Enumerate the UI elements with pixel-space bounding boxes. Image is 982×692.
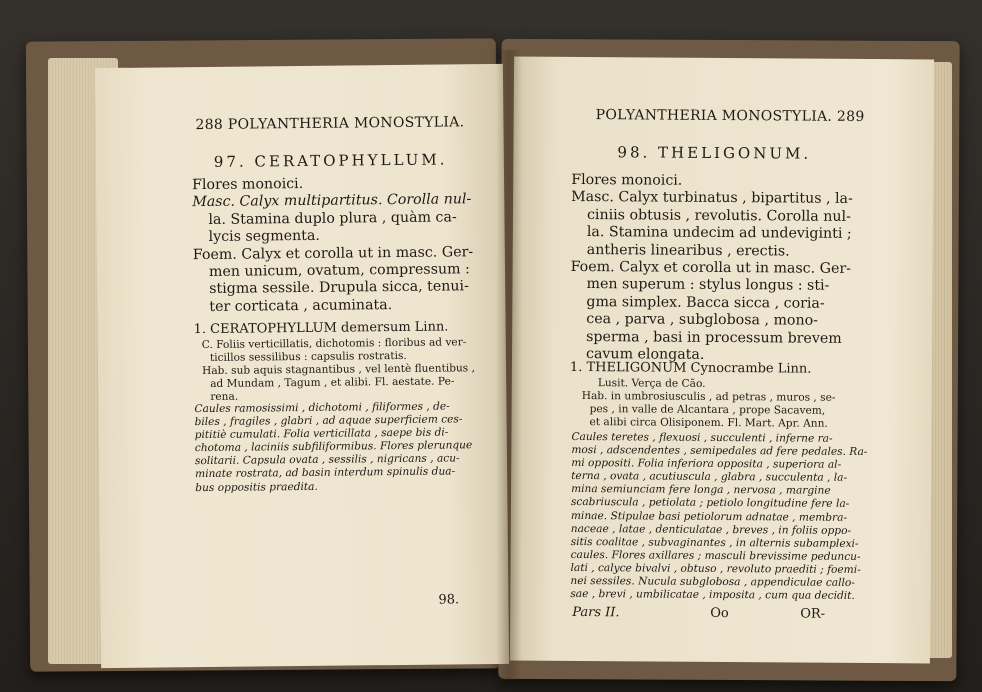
- description-line: Flores monoici.: [192, 175, 304, 194]
- description-line: lycis segmenta.: [208, 228, 320, 246]
- description-line: ciniis obtusis , revolutis. Corolla nul-: [586, 206, 851, 225]
- note-line: mosi , adscendentes , semipedales ad fere pedales. Ra-: [571, 444, 868, 459]
- description-line: Masc. Calyx turbinatus , bipartitus , la-: [571, 189, 853, 208]
- note-line: bus oppositis praedita.: [195, 480, 318, 494]
- note-line: biles , fragiles , glabri , ad aquae superficiem ces-: [194, 413, 463, 429]
- right-species-title: 1. THELIGONUM Cynocrambe Linn.: [569, 359, 812, 377]
- right-genus-heading: 98. THELIGONUM.: [617, 143, 812, 163]
- right-footer-signature: Oo: [710, 605, 729, 622]
- left-page: [95, 64, 509, 668]
- species-line: pes , in valle de Alcantara , prope Sacavem,: [589, 403, 826, 417]
- description-line: Masc. Calyx multipartitus. Corolla nul-: [192, 191, 472, 211]
- left-species-diagnosis: [202, 336, 476, 404]
- right-footer-part: Pars II.: [572, 604, 620, 621]
- left-signature-mark: 98.: [438, 592, 460, 608]
- left-running-head: 288 POLYANTHERIA MONOSTYLIA.: [195, 114, 465, 134]
- note-line: sitis coalitae , subvaginantes , in alternis subamplexi-: [570, 535, 859, 550]
- note-line: minate rostrata, ad basin interdum spinulis dua-: [195, 465, 456, 481]
- description-line: sperma , basi in processum brevem: [586, 328, 842, 347]
- note-line: mi oppositi. Folia inferiora opposita , superiora al-: [571, 457, 842, 472]
- description-line: gma simplex. Bacca sicca , coria-: [586, 293, 825, 312]
- note-line: scabriuscula , petiolata ; petiolo longitudine fere la-: [570, 496, 850, 511]
- species-line: C. Foliis verticillatis, dichotomis : floribus ad ver-: [201, 336, 467, 352]
- description-line: men unicum, ovatum, compressum :: [208, 261, 470, 280]
- right-description: [570, 172, 853, 365]
- note-line: lati , calyce bivalvi , obtuso , revoluto praediti ; foemi-: [570, 561, 861, 576]
- note-line: nei sessiles. Nucula subglobosa , appendiculae callo-: [570, 574, 855, 589]
- description-line: Foem. Calyx et corolla ut in masc. Ger-: [570, 258, 852, 277]
- description-line: cea , parva , subglobosa , mono-: [586, 311, 819, 329]
- description-line: Flores monoici.: [571, 171, 683, 189]
- note-line: sae , brevi , umbilicatae , imposita , cum qua decidit.: [570, 588, 855, 603]
- species-line: rena.: [210, 391, 239, 404]
- left-species-notes: [194, 400, 472, 495]
- description-line: stigma sessile. Drupula sicca, tenui-: [209, 278, 469, 298]
- note-line: caules. Flores axillares ; masculi brevissime peduncu-: [570, 548, 861, 563]
- note-line: mina semiunciam fere longa , nervosa , margine: [571, 483, 831, 498]
- description-line: la. Stamina undecim ad undeviginti ;: [586, 224, 852, 243]
- species-line: Lusit. Verça de Cão.: [597, 377, 706, 390]
- note-line: Caules teretes , flexuosi , succulenti , inferne ra-: [571, 430, 833, 445]
- description-line: ter corticata , acuminata.: [209, 296, 393, 315]
- left-description: [192, 174, 474, 316]
- book-gutter: [496, 50, 522, 680]
- description-line: men superum : stylus longus : sti-: [586, 276, 830, 295]
- description-line: la. Stamina duplo plura , quàm ca-: [208, 209, 457, 228]
- description-line: cavum elongata.: [585, 346, 705, 363]
- description-line: Foem. Calyx et corolla ut in masc. Ger-: [192, 243, 474, 263]
- right-running-head: POLYANTHERIA MONOSTYLIA. 289: [595, 107, 865, 125]
- right-footer-catchword: OR-: [800, 606, 826, 622]
- left-genus-heading: 97. CERATOPHYLLUM.: [213, 150, 448, 171]
- right-species-diagnosis: [582, 377, 836, 431]
- right-page: [510, 57, 934, 664]
- species-line: et alibi circa Olisiponem. Fl. Mart. Apr. Ann.: [589, 416, 828, 431]
- right-species-notes: [570, 431, 867, 603]
- left-species-title: 1. CERATOPHYLLUM demersum Linn.: [193, 319, 449, 338]
- note-line: minae. Stipulae basi petiolorum adnatae , membra-: [570, 509, 848, 524]
- species-line: ad Mundam , Tagum , et alibi. Fl. aestate. Pe-: [210, 375, 455, 391]
- species-line: Hab. sub aquis stagnantibus , vel lentè fluentibus ,: [201, 362, 476, 378]
- description-line: antheris linearibus , erectis.: [586, 241, 790, 260]
- note-line: naceae , latae , denticulatae , breves , in foliis oppo-: [570, 522, 852, 537]
- species-line: ticillos sessilibus : capsulis rostratis.: [209, 349, 407, 365]
- note-line: chotoma , laciniis subfiliformibus. Flores plerunque: [194, 439, 473, 455]
- note-line: pititiè cumulati. Folia verticillata , saepe bis di-: [194, 426, 449, 442]
- note-line: Caules ramosissimi , dichotomi , filiformes , de-: [194, 400, 450, 416]
- note-line: terna , ovata , acutiuscula , glabra , succulenta , la-: [571, 470, 848, 485]
- species-line: Hab. in umbrosiusculis , ad petras , muros , se-: [581, 390, 836, 404]
- note-line: solitarii. Capsula ovata , sessilis , nigricans , acu-: [194, 452, 460, 468]
